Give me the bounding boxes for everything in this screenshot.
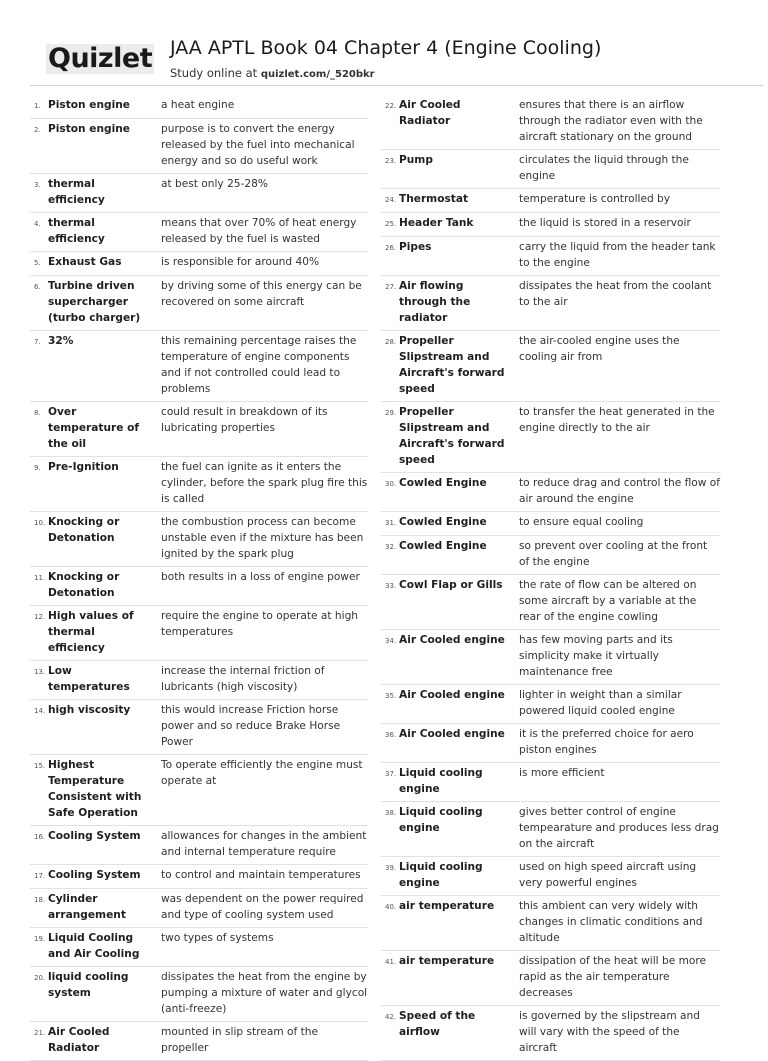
card-definition: the fuel can ignite as it enters the cylinder, before the spark plug fire this is called: [161, 461, 368, 505]
card-definition: the liquid is stored in a reservoir: [519, 217, 691, 229]
card-term: Piston engine: [48, 99, 130, 111]
card-row: [30, 213, 368, 252]
card-number: 34.: [385, 637, 397, 645]
card-definition: to reduce drag and control the flow of air around the engine: [519, 477, 720, 505]
card-row: [381, 724, 720, 763]
card-row: [381, 536, 720, 575]
card-definition: this ambient can very widely with changes in climatic conditions and altitude: [519, 900, 703, 944]
card-term: Turbine driven supercharger (turbo charger): [48, 280, 141, 324]
card-term: Liquid Cooling and Air Cooling: [48, 932, 140, 960]
card-number: 12.: [34, 613, 46, 621]
card-definition: is governed by the slipstream and will vary with the speed of the aircraft: [519, 1010, 700, 1054]
card-definition: is responsible for around 40%: [161, 256, 320, 268]
card-row: [30, 967, 368, 1022]
card-row: [381, 331, 720, 402]
card-row: [30, 889, 368, 928]
card-term: Knocking or Detonation: [48, 571, 120, 599]
card-row: [30, 826, 368, 865]
card-term: Piston engine: [48, 123, 130, 135]
card-term: Air Cooled engine: [399, 689, 505, 701]
left-card-column: [30, 95, 368, 1061]
card-definition: to transfer the heat generated in the engine directly to the air: [519, 406, 715, 434]
card-row: [30, 567, 368, 606]
card-row: [381, 237, 720, 276]
card-term: Low temperatures: [48, 665, 130, 693]
card-number: 28.: [385, 338, 397, 346]
card-term: Air Cooled Radiator: [399, 99, 461, 127]
card-definition: gives better control of engine tempearature and produces less drag on the aircraft: [519, 806, 719, 850]
card-number: 21.: [34, 1029, 46, 1037]
card-definition: the air-cooled engine uses the cooling air from: [519, 335, 680, 363]
card-row: [30, 119, 368, 174]
card-row: [30, 606, 368, 661]
card-definition: purpose is to convert the energy released by the fuel into mechanical energy and so do useful work: [161, 123, 355, 167]
card-definition: ensures that there is an airflow through the radiator even with the aircraft stationary on the ground: [519, 99, 703, 143]
card-definition: means that over 70% of heat energy released by the fuel is wasted: [161, 217, 357, 245]
card-term: Pre-Ignition: [48, 461, 119, 473]
card-term: Pump: [399, 154, 433, 166]
card-term: Cowled Engine: [399, 540, 487, 552]
card-definition: the combustion process can become unstable even if the mixture has been ignited by the spark plug: [161, 516, 364, 560]
card-definition: is more efficient: [519, 767, 605, 779]
card-row: [30, 865, 368, 889]
card-definition: increase the internal friction of lubricants (high viscosity): [161, 665, 325, 693]
card-definition: circulates the liquid through the engine: [519, 154, 689, 182]
card-number: 6.: [34, 283, 41, 291]
card-number: 24.: [385, 196, 397, 204]
card-row: [30, 331, 368, 402]
card-definition: require the engine to operate at high temperatures: [161, 610, 359, 638]
card-row: [381, 276, 720, 331]
card-definition: dissipates the heat from the engine by pumping a mixture of water and glycol (anti-freeze): [161, 971, 368, 1015]
card-row: [381, 473, 720, 512]
card-row: [381, 802, 720, 857]
card-number: 1.: [34, 102, 41, 110]
card-term: Air flowing through the radiator: [399, 280, 471, 324]
card-term: high viscosity: [48, 704, 131, 716]
card-row: [381, 575, 720, 630]
card-number: 17.: [34, 872, 46, 880]
card-term: High values of thermal efficiency: [48, 610, 134, 654]
card-term: Air Cooled Radiator: [48, 1026, 110, 1054]
card-row: [381, 213, 720, 237]
card-definition: this remaining percentage raises the temperature of engine components and if not controlled could lead to problems: [161, 335, 357, 395]
card-definition: has few moving parts and its simplicity make it virtually maintenance free: [519, 634, 673, 678]
card-number: 14.: [34, 707, 46, 715]
card-number: 40.: [385, 903, 397, 911]
card-number: 25.: [385, 220, 397, 228]
card-definition: was dependent on the power required and type of cooling system used: [161, 893, 364, 921]
card-number: 8.: [34, 409, 41, 417]
card-number: 38.: [385, 809, 397, 817]
card-number: 3.: [34, 181, 41, 189]
card-definition: To operate efficiently the engine must operate at: [161, 759, 363, 787]
card-row: [381, 189, 720, 213]
card-term: thermal efficiency: [48, 217, 105, 245]
card-number: 31.: [385, 519, 397, 527]
card-number: 2.: [34, 126, 41, 134]
card-number: 27.: [385, 283, 397, 291]
card-number: 33.: [385, 582, 397, 590]
card-definition: a heat engine: [161, 99, 235, 111]
card-number: 11.: [34, 574, 46, 582]
card-term: Cylinder arrangement: [48, 893, 126, 921]
card-row: [381, 95, 720, 150]
card-definition: two types of systems: [161, 932, 274, 944]
card-definition: allowances for changes in the ambient and internal temperature require: [161, 830, 367, 858]
card-number: 29.: [385, 409, 397, 417]
header-divider: [30, 85, 763, 86]
right-card-column: [381, 95, 720, 1061]
card-number: 26.: [385, 244, 397, 252]
card-term: Liquid cooling engine: [399, 767, 483, 795]
card-term: Propeller Slipstream and Aircraft's forward speed: [399, 406, 505, 466]
card-definition: by driving some of this energy can be recovered on some aircraft: [161, 280, 362, 308]
card-term: Speed of the airflow: [399, 1010, 476, 1038]
card-term: liquid cooling system: [48, 971, 129, 999]
card-number: 7.: [34, 338, 41, 346]
card-definition: to control and maintain temperatures: [161, 869, 361, 881]
card-term: 32%: [48, 335, 74, 347]
card-number: 30.: [385, 480, 397, 488]
card-term: Highest Temperature Consistent with Safe Operation: [48, 759, 142, 819]
card-row: [381, 630, 720, 685]
quizlet-logo[interactable]: Quizlet: [48, 43, 153, 74]
card-row: [381, 512, 720, 536]
card-row: [381, 150, 720, 189]
card-row: [30, 95, 368, 119]
card-row: [381, 1006, 720, 1061]
card-number: 32.: [385, 543, 397, 551]
card-definition: temperature is controlled by: [519, 193, 671, 205]
card-number: 18.: [34, 896, 46, 904]
card-row: [30, 755, 368, 826]
card-term: Over temperature of the oil: [48, 406, 140, 450]
card-term: Knocking or Detonation: [48, 516, 120, 544]
card-row: [381, 763, 720, 802]
card-row: [381, 951, 720, 1006]
card-term: Liquid cooling engine: [399, 806, 483, 834]
card-row: [30, 402, 368, 457]
card-term: Cooling System: [48, 869, 141, 881]
card-definition: this would increase Friction horse power and so reduce Brake Horse Power: [161, 704, 341, 748]
card-term: Pipes: [399, 241, 432, 253]
card-definition: at best only 25-28%: [161, 178, 268, 190]
card-definition: lighter in weight than a similar powered liquid cooled engine: [519, 689, 682, 717]
card-number: 20.: [34, 974, 46, 982]
card-definition: so prevent over cooling at the front of the engine: [519, 540, 708, 568]
card-row: [381, 857, 720, 896]
card-definition: to ensure equal cooling: [519, 516, 644, 528]
page-title: JAA APTL Book 04 Chapter 4 (Engine Cooling): [170, 37, 602, 59]
card-row: [381, 402, 720, 473]
card-definition: mounted in slip stream of the propeller: [161, 1026, 318, 1054]
card-definition: dissipation of the heat will be more rapid as the air temperature decreases: [519, 955, 707, 999]
card-number: 37.: [385, 770, 397, 778]
card-term: air temperature: [399, 900, 495, 912]
card-term: Air Cooled engine: [399, 728, 505, 740]
card-row: [30, 928, 368, 967]
card-number: 39.: [385, 864, 397, 872]
card-term: Propeller Slipstream and Aircraft's forward speed: [399, 335, 505, 395]
card-row: [30, 1022, 368, 1061]
card-number: 36.: [385, 731, 397, 739]
card-definition: used on high speed aircraft using very powerful engines: [519, 861, 697, 889]
card-term: Cowl Flap or Gills: [399, 579, 503, 591]
card-term: Cowled Engine: [399, 477, 487, 489]
card-row: [30, 276, 368, 331]
card-term: Cooling System: [48, 830, 141, 842]
card-row: [30, 700, 368, 755]
card-number: 23.: [385, 157, 397, 165]
card-number: 5.: [34, 259, 41, 267]
card-term: air temperature: [399, 955, 495, 967]
card-term: Exhaust Gas: [48, 256, 122, 268]
card-row: [30, 174, 368, 213]
card-definition: dissipates the heat from the coolant to the air: [519, 280, 712, 308]
card-number: 9.: [34, 464, 41, 472]
card-term: thermal efficiency: [48, 178, 105, 206]
card-row: [30, 661, 368, 700]
study-online-label: Study online at: [170, 66, 261, 80]
card-definition: the rate of flow can be altered on some aircraft by a variable at the rear of the engine cowling: [519, 579, 697, 623]
card-term: Thermostat: [399, 193, 469, 205]
card-number: 19.: [34, 935, 46, 943]
card-term: Header Tank: [399, 217, 474, 229]
card-row: [30, 512, 368, 567]
card-number: 15.: [34, 762, 46, 770]
card-number: 22.: [385, 102, 397, 110]
study-online-line: [170, 66, 375, 80]
card-row: [30, 252, 368, 276]
card-number: 16.: [34, 833, 46, 841]
card-term: Air Cooled engine: [399, 634, 505, 646]
card-number: 41.: [385, 958, 397, 966]
card-definition: both results in a loss of engine power: [161, 571, 360, 583]
card-number: 4.: [34, 220, 41, 228]
card-definition: carry the liquid from the header tank to the engine: [519, 241, 716, 269]
study-url-link[interactable]: quizlet.com/_520bkr: [260, 69, 375, 80]
card-number: 42.: [385, 1013, 397, 1021]
card-definition: could result in breakdown of its lubricating properties: [161, 406, 328, 434]
card-definition: it is the preferred choice for aero piston engines: [519, 728, 694, 756]
page-header: [0, 0, 768, 90]
card-term: Liquid cooling engine: [399, 861, 483, 889]
card-row: [381, 896, 720, 951]
card-number: 10.: [34, 519, 46, 527]
card-number: 35.: [385, 692, 397, 700]
card-row: [381, 685, 720, 724]
card-term: Cowled Engine: [399, 516, 487, 528]
card-row: [30, 457, 368, 512]
card-number: 13.: [34, 668, 46, 676]
